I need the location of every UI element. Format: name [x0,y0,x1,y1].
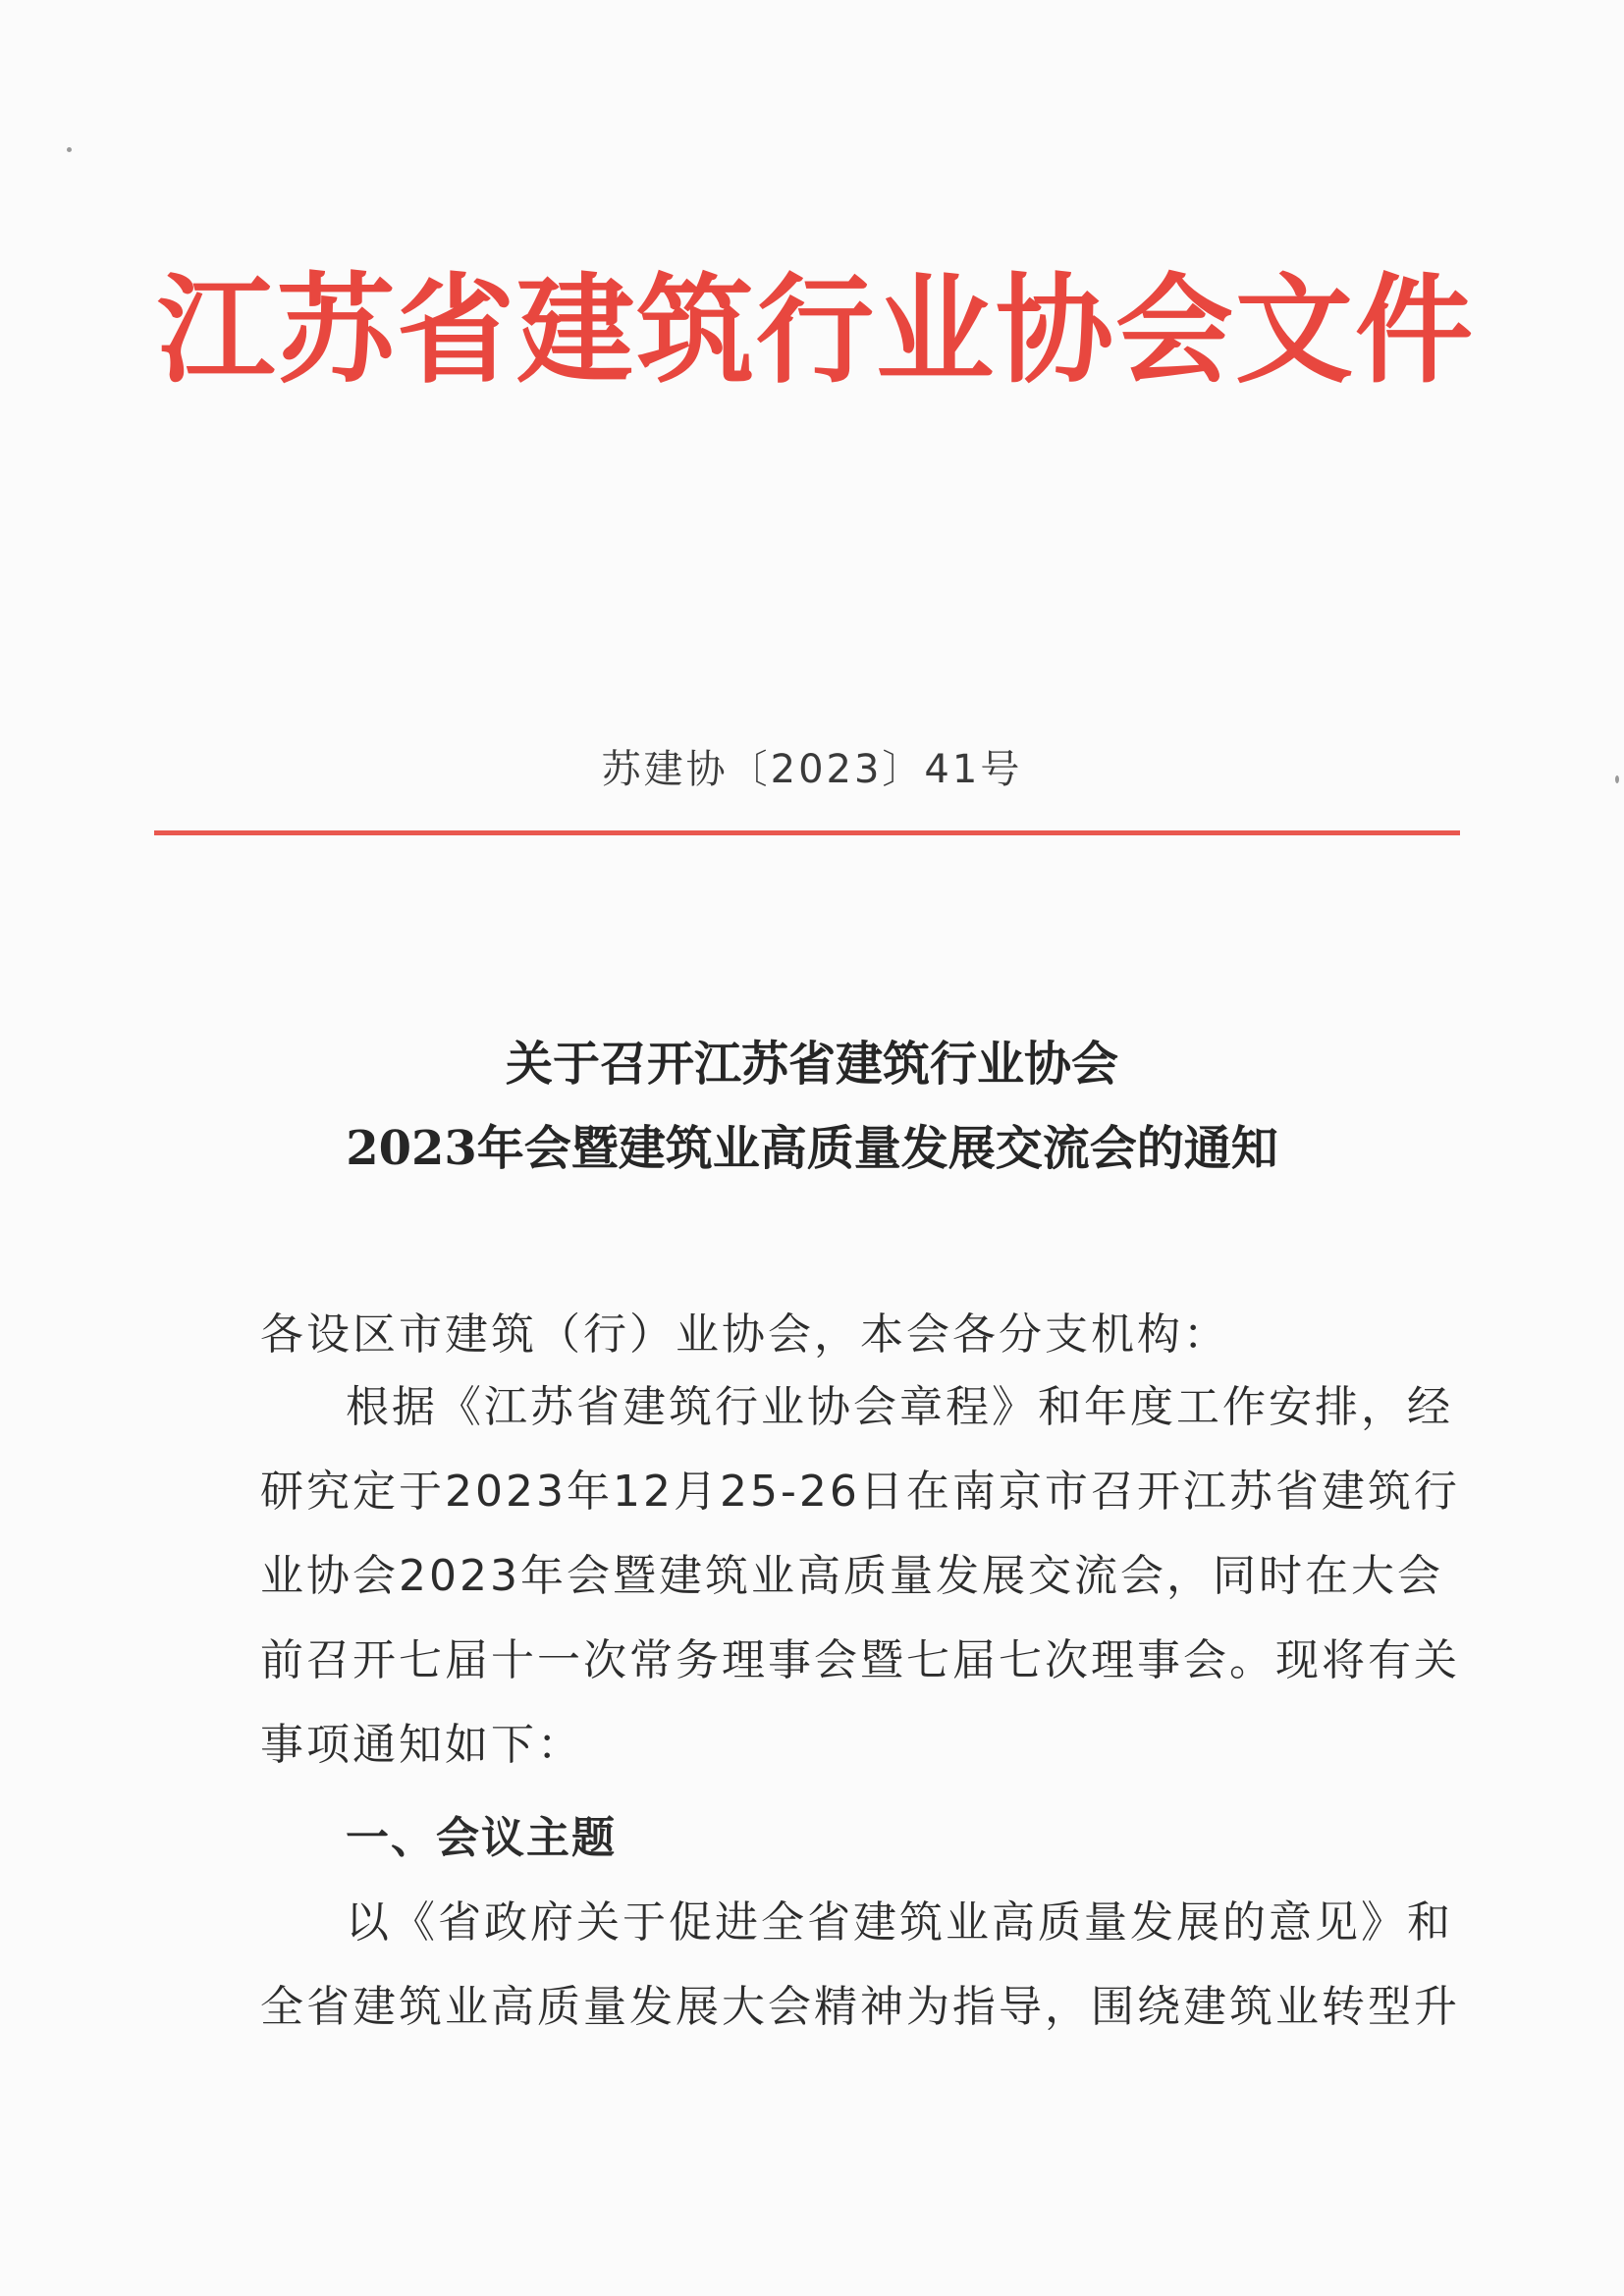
document-red-header: 江苏省建筑行业协会文件 [157,263,1475,400]
paragraph-line: 事项通知如下： [260,1720,583,1770]
red-divider-line [154,830,1460,835]
paragraph-line: 根据《江苏省建筑行业协会章程》和年度工作安排，经 [346,1382,1453,1432]
document-number: 苏建协〔2023〕41号 [601,747,1023,792]
paragraph-line: 业协会2023年会暨建筑业高质量发展交流会，同时在大会 [260,1551,1443,1601]
notice-title-line-2: 2023年会暨建筑业高质量发展交流会的通知 [346,1121,1278,1176]
salutation: 各设区市建筑（行）业协会，本会各分支机构： [260,1309,1229,1360]
paragraph-line: 前召开七届十一次常务理事会暨七届七次理事会。现将有关 [260,1635,1460,1685]
paragraph-line: 研究定于2023年12月25-26日在南京市召开江苏省建筑行 [260,1467,1460,1517]
scan-speck [67,147,72,152]
paragraph-line: 全省建筑业高质量发展大会精神为指导，围绕建筑业转型升 [260,1982,1460,2032]
notice-title-line-1: 关于召开江苏省建筑行业协会 [505,1037,1118,1092]
paragraph-line: 以《省政府关于促进全省建筑业高质量发展的意见》和 [346,1897,1453,1948]
scan-speck [1615,775,1619,783]
section-heading: 一、会议主题 [346,1813,617,1863]
